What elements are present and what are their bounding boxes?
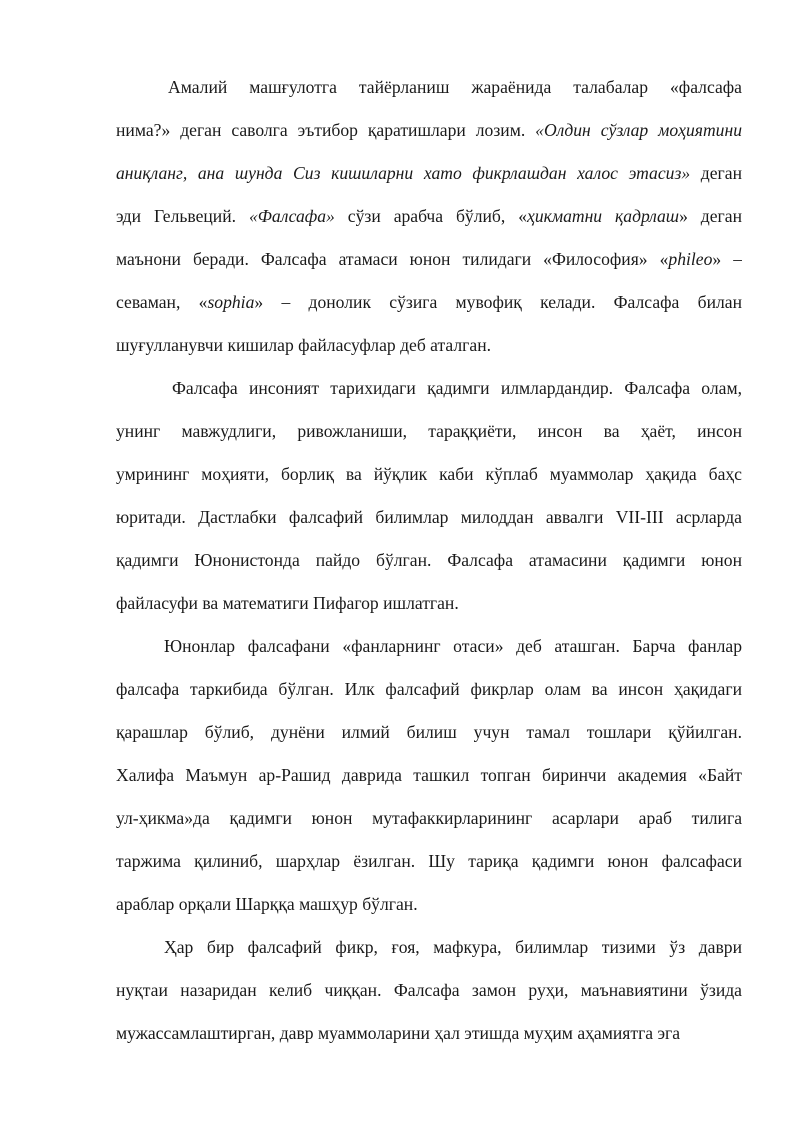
- text-run: севаман, «: [116, 292, 208, 312]
- paragraph: [116, 66, 742, 367]
- text-line: [116, 152, 742, 195]
- text-line: [116, 367, 742, 410]
- text-line: [116, 496, 742, 539]
- paragraph: [116, 926, 742, 1055]
- text-line: [116, 797, 742, 840]
- italic-text-run: «Фалсафа»: [248, 206, 335, 226]
- text-run: фалсафа таркибида бўлган. Илк фалсафий фикрлар олам ва инсон ҳақидаги: [116, 679, 742, 699]
- text-run: мужассамлаштирган, давр муаммоларини ҳал этишда муҳим аҳамиятга эга: [116, 1023, 681, 1043]
- text-run: юритади. Дастлабки фалсафий билимлар милоддан аввалги VII-III асрларда: [116, 507, 742, 527]
- italic-text-run: «Олдин сўзлар моҳиятини: [535, 120, 742, 140]
- text-line: [116, 238, 742, 281]
- text-run: деган: [690, 163, 742, 183]
- text-run: » – донолик сўзига мувофиқ келади. Фалсафа билан: [254, 292, 742, 312]
- text-line: [116, 539, 742, 582]
- text-run: Юнонлар фалсафани «фанларнинг отаси» деб аташган. Барча фанлар: [164, 636, 742, 656]
- text-line: [116, 109, 742, 152]
- text-line: [116, 926, 742, 969]
- text-run: араблар орқали Шарққа машҳур бўлган.: [116, 894, 418, 914]
- paragraph: [116, 625, 742, 926]
- text-run: Амалий машғулотга тайёрланиш жараёнида талабалар «фалсафа: [168, 77, 742, 97]
- text-run: файласуфи ва математиги Пифагор ишлатган.: [116, 593, 459, 613]
- text-run: нима?» деган саволга эътибор қаратишлари лозим.: [116, 120, 536, 140]
- text-line: [116, 1012, 742, 1055]
- text-line: [116, 582, 742, 625]
- paragraph: [116, 367, 742, 625]
- text-line: [116, 668, 742, 711]
- italic-text-run: аниқланг, ана шунда Сиз кишиларни хато фикрлашдан халос этасиз»: [116, 163, 691, 183]
- italic-text-run: sophia: [207, 292, 255, 312]
- text-run: Ҳар бир фалсафий фикр, ғоя, мафкура, билимлар тизими ўз даври: [164, 937, 742, 957]
- text-run: Фалсафа инсоният тарихидаги қадимги илмлардандир. Фалсафа олам,: [172, 378, 742, 398]
- text-line: [116, 195, 742, 238]
- text-run: » деган: [679, 206, 742, 226]
- text-run: қарашлар бўлиб, дунёни илмий билиш учун тамал тошлари қўйилган.: [116, 722, 742, 742]
- text-run: Халифа Маъмун ар-Рашид даврида ташкил топган биринчи академия «Байт: [116, 765, 742, 785]
- text-run: қадимги Юнонистонда пайдо бўлган. Фалсафа атамасини қадимги юнон: [116, 550, 742, 570]
- text-line: [116, 453, 742, 496]
- text-run: нуқтаи назаридан келиб чиққан. Фалсафа замон руҳи, маънавиятини ўзида: [116, 980, 742, 1000]
- italic-text-run: phileo: [668, 249, 713, 269]
- text-line: [116, 66, 742, 109]
- text-run: ул-ҳикма»да қадимги юнон мутафаккирларининг асарлари араб тилига: [116, 808, 742, 828]
- italic-text-run: ҳикматни қадрлаш: [527, 206, 680, 226]
- text-line: [116, 281, 742, 324]
- document-body: [116, 66, 742, 1055]
- text-run: таржима қилиниб, шарҳлар ёзилган. Шу тариқа қадимги юнон фалсафаси: [116, 851, 742, 871]
- text-run: умрининг моҳияти, борлиқ ва йўқлик каби кўплаб муаммолар ҳақида баҳс: [116, 464, 742, 484]
- text-line: [116, 754, 742, 797]
- text-run: » –: [712, 249, 742, 269]
- text-run: унинг мавжудлиги, ривожланиши, тараққиёти, инсон ва ҳаёт, инсон: [116, 421, 742, 441]
- text-line: [116, 324, 742, 367]
- text-run: шуғулланувчи кишилар файласуфлар деб аталган.: [116, 335, 492, 355]
- text-line: [116, 883, 742, 926]
- text-line: [116, 625, 742, 668]
- text-run: сўзи арабча бўлиб, «: [334, 206, 528, 226]
- text-run: эди Гельвеций.: [116, 206, 249, 226]
- text-run: маънони беради. Фалсафа атамаси юнон тилидаги «Философия» «: [116, 249, 669, 269]
- text-line: [116, 711, 742, 754]
- text-line: [116, 969, 742, 1012]
- text-line: [116, 840, 742, 883]
- text-line: [116, 410, 742, 453]
